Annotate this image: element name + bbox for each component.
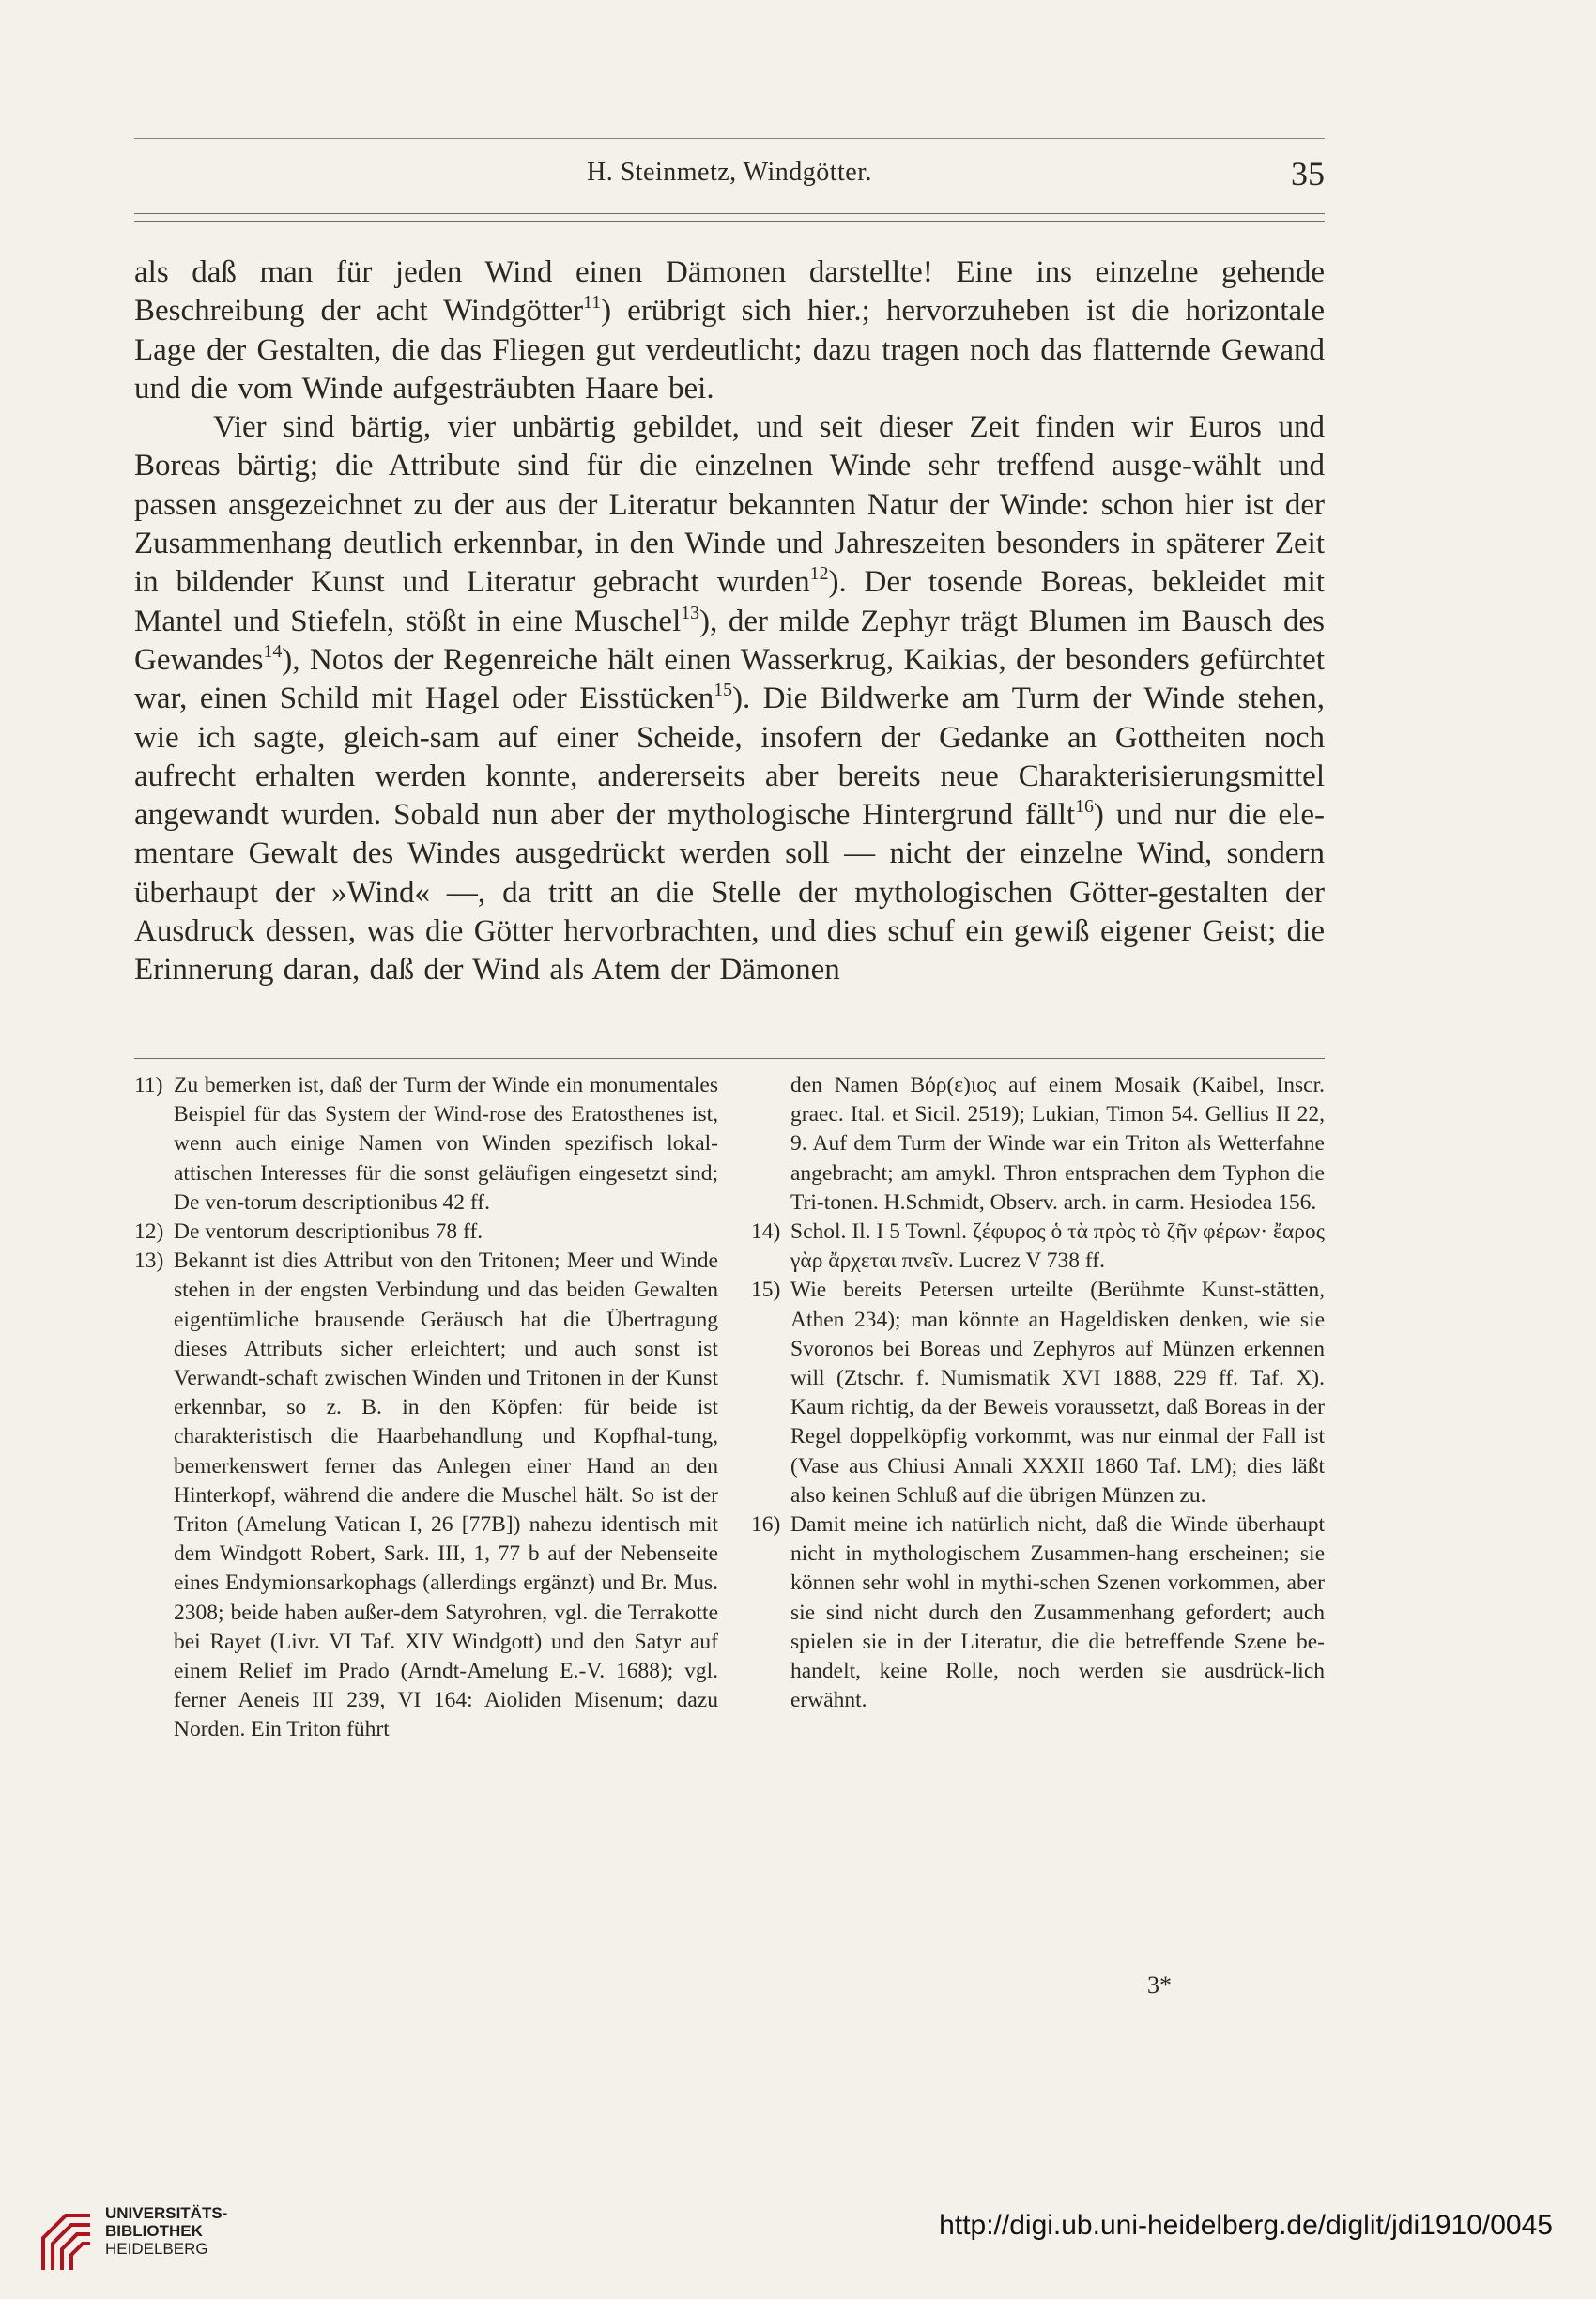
footnote-text: Wie bereits Petersen urteilte (Berühmte Kunst-stätten, Athen 234); man könnte an Hageldisken denken, wie sie Svoronos bei Boreas und Zephyros auf Münzen erkennen will (Ztschr. f. Numismatik XVI 1888, 229 ff. Taf. X). Kaum richtig, da der Beweis voraussetzt, daß Boreas in der Regel doppelköpfig vorkommt, was nur einmal der Fall ist (Vase aus Chiusi Annali XXXII 1860 Taf. LM); dies läßt also keinen Schluß auf die übrigen Münzen zu. xyxy=(790,1278,1325,1508)
text-span: ). Der tosende Boreas, bekleidet mit Mantel und Stiefeln, stößt in eine Muschel xyxy=(134,565,1325,638)
footnote-15 xyxy=(751,1276,1325,1510)
footnote-rule xyxy=(134,1058,1325,1059)
footnote-text: De ventorum descriptionibus 78 ff. xyxy=(174,1219,483,1245)
footnote-text: Bekannt ist dies Attribut von den Tritonen; Meer und Winde stehen in der engsten Verbindung und das beiden Gewalten eigentümliche brausende Geräusch hat die Übertragung dieses Attributs sicher erleichtert; und auch sonst ist Verwandt-schaft zwischen Winden und Tritonen in der Kunst erkennbar, so z. B. in den Köpfen: für beide ist charakteristisch die Haarbehandlung und Kopfhal-tung, bemerkenswert ferner das Anlegen einer Hand an den Hinterkopf, während die andere die Muschel hält. So ist der Triton (Amelung Vatican I, 26 [77B]) nahezu identisch mit dem Windgott Robert, Sark. III, 1, 77 b auf der Nebenseite eines Endymionsarkophags (allerdings ergänzt) und Br. Mus. 2308; beide haben außer-dem Satyrohren, vgl. die Terrakotte bei Rayet (Livr. VI Taf. XIV Windgott) und den Satyr auf einem Relief im Prado (Arndt-Amelung E.-V. 1688); vgl. ferner Aeneis III 239, VI 164: Aioliden Misenum; dazu Norden. Ein Triton führt xyxy=(174,1249,718,1742)
footnote-text: Damit meine ich natürlich nicht, daß die Winde überhaupt nicht in mythologischem Zusammen-hang erscheinen; sie können sehr wohl in mythi-schen Szenen vorkommen, aber sie sind nicht durch den Zusammenhang gefordert; auch spielen sie in der Literatur, die die betreffende Szene be-handelt, keine Rolle, noch werden sie ausdrück-lich erwähnt. xyxy=(790,1512,1325,1713)
footnote-ref-13[interactable]: 13 xyxy=(681,602,700,623)
text-span: ), der milde Zephyr trägt Blumen im Bausch des Gewandes xyxy=(134,604,1325,677)
permalink-url[interactable]: http://digi.ub.uni-heidelberg.de/diglit/jdi1910/0045 xyxy=(939,2210,1553,2241)
footnote-ref-14[interactable]: 14 xyxy=(263,641,283,663)
footnote-ref-12[interactable]: 12 xyxy=(809,563,829,585)
library-name-line: HEIDELBERG xyxy=(105,2240,208,2258)
footnote-mark: 15) xyxy=(751,1278,781,1303)
footnote-mark: 13) xyxy=(134,1249,164,1274)
footnote-mark: 14) xyxy=(751,1219,781,1245)
footnote-mark: 16) xyxy=(751,1512,781,1538)
library-name xyxy=(105,2204,227,2258)
footnote-12 xyxy=(134,1218,718,1247)
library-name-line: BIBLIOTHEK xyxy=(105,2222,203,2240)
footnote-ref-16[interactable]: 16 xyxy=(1075,796,1094,818)
page-number: 35 xyxy=(1291,155,1325,192)
footnote-11 xyxy=(134,1071,718,1218)
top-rule xyxy=(134,138,1325,139)
header-rule-upper xyxy=(134,213,1325,214)
text-span: Vier sind bärtig, vier unbärtig gebildet, und seit dieser Zeit finden wir Euros und Boreas bärtig; die Attribute sind für die einzelnen Winde sehr treffend ausge-wählt und passen ansgezeichnet zu der aus der Literatur bekannten Natur der Winde: schon hier ist der Zusammenhang deutlich erkennbar, in den Winde und Jahreszeiten besonders in späterer Zeit in bildender Kunst und Literatur gebracht wurden xyxy=(134,410,1325,600)
main-text xyxy=(134,253,1325,990)
footnote-13 xyxy=(134,1247,718,1744)
footnote-ref-15[interactable]: 15 xyxy=(714,680,732,701)
running-title: H. Steinmetz, Windgötter. xyxy=(586,158,873,187)
footnote-ref-11[interactable]: 11 xyxy=(583,292,602,314)
footnote-13-continued: den Namen Βόρ(ε)ιος auf einem Mosaik (Kaibel, Inscr. graec. Ital. et Sicil. 2519); Lukian, Timon 54. Gellius II 22, 9. Auf dem Turm der Winde war ein Triton als Wetterfahne angebracht; am amykl. Thron entsprachen dem Typhon die Tri-tonen. H.Schmidt, Observ. arch. in carm. Hesiodea 156. xyxy=(790,1073,1325,1215)
footnotes-left-column xyxy=(134,1071,718,1745)
running-head xyxy=(134,154,1325,197)
text-span: als daß man für jeden Wind einen Dämonen darstellte! Eine ins einzelne gehende Beschreibung der acht Windgötter xyxy=(134,255,1325,329)
text-span: ), Notos der Regenreiche hält einen Wasserkrug, Kaikias, der besonders gefürchtet war, einen Schild mit Hagel oder Eisstücken xyxy=(134,642,1325,716)
paragraph-1 xyxy=(134,253,1325,408)
university-library-logo-icon xyxy=(38,2200,96,2276)
footnote-16 xyxy=(751,1510,1325,1715)
header-rule-lower xyxy=(134,221,1325,222)
footnote-text: Zu bemerken ist, daß der Turm der Winde ein monumentales Beispiel für das System der Wind-rose des Eratosthenes ist, wenn auch einige Namen von Winden spezifisch lokal-attischen Interesses für die sonst geläufigen eingesetzt sind; De ven-torum descriptionibus 42 ff. xyxy=(174,1073,718,1215)
signature-mark: 3* xyxy=(1147,1971,1172,1999)
footnote-mark: 12) xyxy=(134,1219,164,1245)
library-name-line: UNIVERSITÄTS- xyxy=(105,2204,228,2222)
digitization-footer xyxy=(0,2187,1596,2299)
footnote-mark: 11) xyxy=(134,1073,163,1097)
paragraph-2 xyxy=(134,408,1325,989)
footnotes-right-column xyxy=(751,1071,1325,1715)
footnote-text: Schol. Il. I 5 Townl. ζέφυρος ὁ τὰ πρὸς τὸ ζῆν φέρων· ἔαρος γὰρ ἄρχεται πνεῖν. Lucrez V 738 ff. xyxy=(790,1219,1325,1274)
text-span: ) und nur die ele-mentare Gewalt des Windes ausgedrückt werden soll — nicht der einzelne Wind, sondern überhaupt der »Wind« —, da tritt an die Stelle der mythologischen Götter-gestalten der Ausdruck dessen, was die Götter hervorbrachten, und dies schuf ein gewiß eigener Geist; die Erinnerung daran, daß der Wind als Atem der Dämonen xyxy=(134,798,1325,988)
text-span: ) erübrigt sich hier.; hervorzuheben ist die horizontale Lage der Gestalten, die das Fliegen gut verdeutlicht; dazu tragen noch das flatternde Gewand und die vom Winde aufgesträubten Haare bei. xyxy=(134,294,1325,406)
footnote-14 xyxy=(751,1218,1325,1276)
text-span: ). Die Bildwerke am Turm der Winde stehen, wie ich sagte, gleich-sam auf einer Scheide, insofern der Gedanke an Gottheiten noch aufrecht erhalten werden konnte, andererseits aber bereits neue Charakterisierungsmittel angewandt wurden. Sobald nun aber der mythologische Hintergrund fällt xyxy=(134,682,1325,833)
